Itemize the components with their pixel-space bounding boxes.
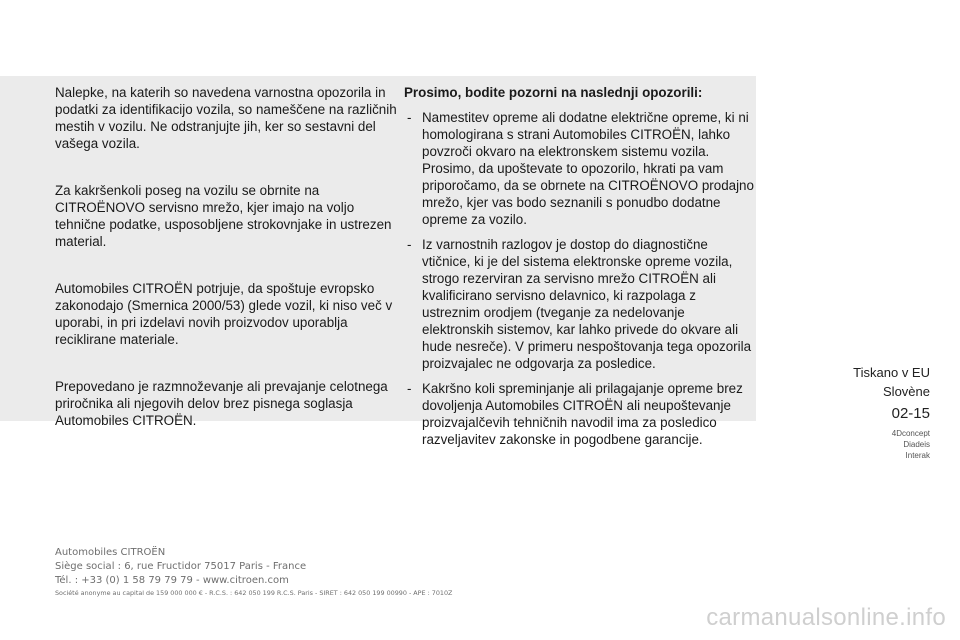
print-info [853, 363, 930, 401]
warning-item [404, 236, 754, 372]
warnings-heading: Prosimo, bodite pozorni na naslednji opozorili: [404, 85, 703, 100]
service-paragraph: Za kakršenkoli poseg na vozilu se obrnite na CITROËNOVO servisno mrežo, kjer imajo na voljo tehnične podatke, usposobljene strokovnjake in ustrezen material. [55, 183, 392, 249]
printed-in-label: Tiskano v EU [853, 365, 930, 380]
footer-address: Siège social : 6, rue Fructidor 75017 Paris - France [55, 561, 307, 572]
dash-bullet: - [407, 237, 412, 252]
footer-company: Automobiles CITROËN [55, 547, 166, 558]
warning-text: Iz varnostnih razlogov je dostop do diagnostične vtičnice, ki je del sistema elektronske opreme vozila, strogo rezerviran za servisno mrežo CITROËN ali kvalificirano servisno delavnico, ki razpolaga z ustreznim orodjem (tveganje za nedelovanje elektronskih sistemov, kar lahko privede do okvare ali hude nesreče). V primeru nespoštovanja tega opozorila proizvajalec ne odgovarja za posledice. [422, 237, 752, 371]
dash-bullet: - [407, 110, 412, 125]
right-column [404, 84, 754, 456]
watermark: carmanualsonline.info [706, 604, 946, 631]
warning-text: Namestitev opreme ali dodatne električne opreme, ki ni homologirana s strani Automobiles CITROËN, lahko povzroči okvaro na elektronskem sistemu vozila. Prosimo, da upoštevate to opozorilo, hkrati pa vam priporočamo, da se obrnete na CITROËNOVO prodajno mrežo, kjer vas bodo seznanili s ponudbo dodatne opreme za vozilo. [422, 110, 754, 227]
page-number: 02-15 [891, 405, 930, 422]
dash-bullet: - [407, 381, 412, 396]
labels-paragraph: Nalepke, na katerih so navedena varnostna opozorila in podatki za identifikacijo vozila, so nameščene na različnih mestih v vozilu. Ne odstranjujte jih, ker so sestavni del vašega vozila. [55, 85, 397, 151]
footer [55, 546, 452, 598]
footer-legal: Société anonyme au capital de 159 000 000 € - R.C.S. : 642 050 199 R.C.S. Paris - SIRET : 642 050 199 00990 - APE : 7010Z [55, 589, 453, 597]
code-interak: Interak [905, 451, 930, 460]
left-column [55, 84, 400, 429]
language-label: Slovène [883, 384, 930, 399]
code-4dconcept: 4Dconcept [891, 429, 930, 438]
warning-item [404, 380, 754, 448]
footer-phone: Tél. : +33 (0) 1 58 79 79 79 - www.citroen.com [55, 575, 289, 586]
production-codes [892, 428, 930, 461]
copyright-paragraph: Prepovedano je razmnoževanje ali prevajanje celotnega priročnika ali njegovih delov brez pisnega soglasja Automobiles CITROËN. [55, 379, 388, 428]
warning-item [404, 109, 754, 228]
recycling-paragraph: Automobiles CITROËN potrjuje, da spoštuje evropsko zakonodajo (Smernica 2000/53) glede vozil, ki niso več v uporabi, in pri izdelavi novih proizvodov uporablja reciklirane materiale. [55, 281, 393, 347]
code-diadeis: Diadeis [903, 440, 930, 449]
warning-text: Kakršno koli spreminjanje ali prilagajanje opreme brez dovoljenja Automobiles CITROËN ali neupoštevanje proizvajalčevih tehničnih navodil ima za posledico razveljavitev zakonske in pogodbene garancije. [422, 381, 743, 447]
